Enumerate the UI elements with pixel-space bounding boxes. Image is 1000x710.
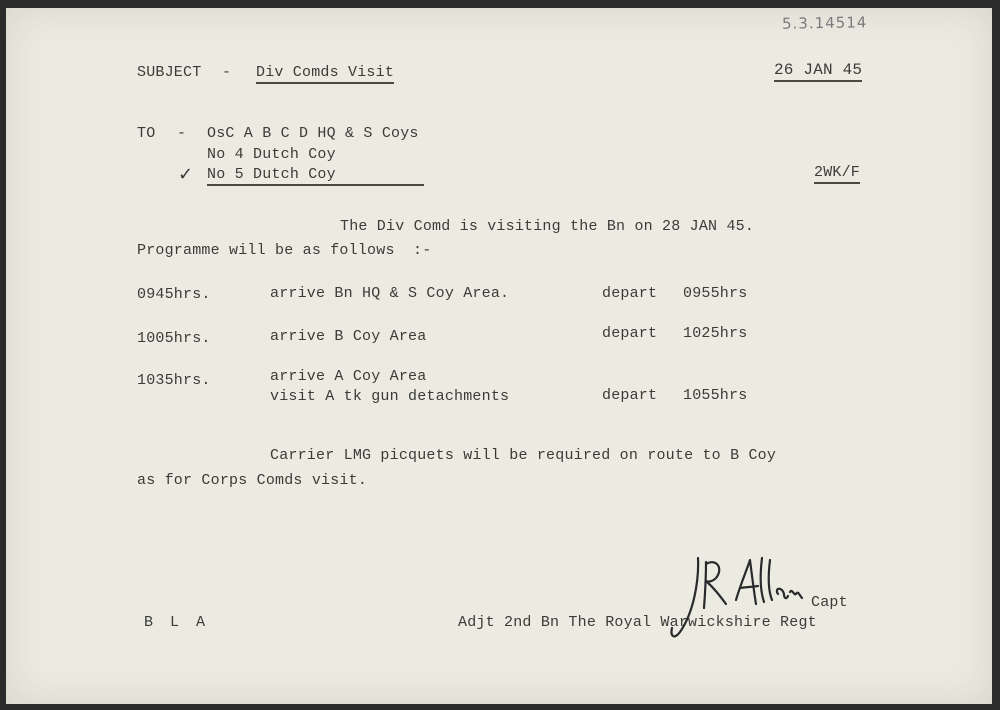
subject-text: Div Comds Visit <box>256 64 394 84</box>
recipient-3: No 5 Dutch Coy <box>207 166 424 186</box>
check-mark-icon: ✓ <box>178 164 194 185</box>
programme-activity: visit A tk gun detachments <box>270 388 510 405</box>
programme-time: 0945hrs. <box>137 286 211 303</box>
location-code: B L A <box>144 614 210 631</box>
depart-label: depart <box>602 387 658 404</box>
document-date: 26 JAN 45 <box>774 61 862 82</box>
depart-time: 1025hrs <box>683 325 748 342</box>
recipient-2: No 4 Dutch Coy <box>207 146 336 163</box>
programme-activity: arrive Bn HQ & S Coy Area. <box>270 285 510 302</box>
programme-time: 1035hrs. <box>137 372 211 389</box>
handwritten-signature <box>668 550 808 658</box>
to-label: TO <box>137 125 156 142</box>
depart-label: depart <box>602 285 658 302</box>
intro-line-1: The Div Comd is visiting the Bn on 28 JAN 45. <box>340 218 755 235</box>
to-dash: - <box>177 125 187 142</box>
signatory-rank: Capt <box>811 594 848 611</box>
subject-label: SUBJECT <box>137 64 202 81</box>
closing-line-2: as for Corps Comds visit. <box>137 472 368 489</box>
reference-code: 2WK/F <box>814 164 860 184</box>
closing-line-1: Carrier LMG picquets will be required on route to B Coy <box>270 447 777 464</box>
archive-reference: 5.3.14514 <box>781 13 868 33</box>
depart-time: 1055hrs <box>683 387 748 404</box>
recipient-1: OsC A B C D HQ & S Coys <box>207 125 419 142</box>
depart-time: 0955hrs <box>683 285 748 302</box>
subject-dash: - <box>222 64 232 81</box>
programme-activity: arrive A Coy Area <box>270 368 427 385</box>
signatory-appointment: Adjt 2nd Bn The Royal Warwickshire Regt <box>458 614 817 631</box>
document-sheet <box>6 8 992 704</box>
depart-label: depart <box>602 325 658 342</box>
programme-time: 1005hrs. <box>137 330 211 347</box>
programme-activity: arrive B Coy Area <box>270 328 427 345</box>
intro-line-2: Programme will be as follows :- <box>137 242 432 259</box>
